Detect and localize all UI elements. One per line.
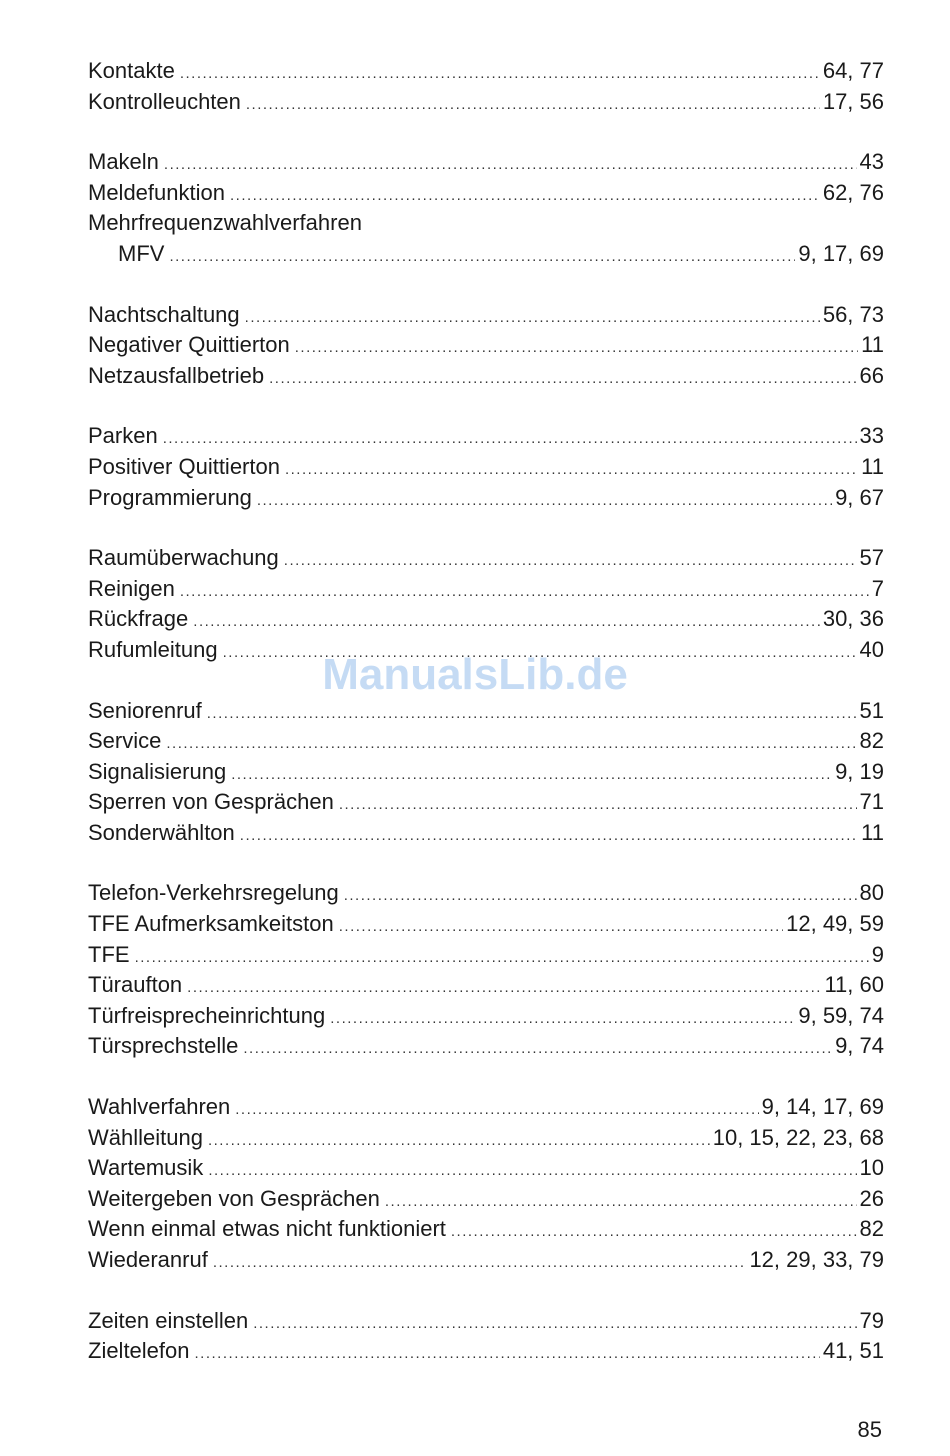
dot-leader — [339, 912, 783, 943]
index-pages: 62, 76 — [822, 179, 884, 205]
index-term: Service — [88, 728, 162, 754]
index-entry — [88, 1306, 884, 1337]
index-term: Wartemusik — [88, 1155, 204, 1181]
dot-leader — [164, 150, 857, 181]
index-term: Reinigen — [88, 575, 175, 601]
index-term: Makeln — [88, 149, 159, 175]
index-pages: 9, 74 — [835, 1033, 884, 1059]
dot-leader — [207, 699, 857, 730]
index-entry — [88, 147, 884, 178]
index-entry — [88, 483, 884, 514]
dot-leader — [257, 486, 832, 517]
index-pages: 66 — [859, 362, 884, 388]
index-entry — [88, 208, 884, 239]
dot-leader — [253, 1309, 856, 1340]
index-term: Signalisierung — [88, 758, 227, 784]
dot-leader — [230, 181, 820, 212]
dot-leader — [245, 303, 820, 334]
index-pages: 82 — [859, 1216, 884, 1242]
index-pages: 79 — [859, 1307, 884, 1333]
index-entry — [88, 1245, 884, 1276]
index-term: Wiederanruf — [88, 1247, 208, 1272]
page-number: 85 — [857, 1417, 882, 1442]
index-term: Zieltelefon — [88, 1338, 190, 1364]
index-list — [88, 56, 884, 1367]
index-pages: 43 — [859, 149, 884, 175]
index-entry — [88, 300, 884, 331]
index-entry — [88, 452, 884, 483]
index-pages: 12, 49, 59 — [786, 911, 884, 937]
index-entry — [88, 1153, 884, 1184]
index-group — [88, 878, 884, 1062]
index-term: Weitergeben von Gesprächen — [88, 1185, 380, 1211]
index-entry — [88, 878, 884, 909]
index-entry — [88, 757, 884, 788]
index-entry — [88, 818, 884, 849]
index-term: Türfreisprecheinrichtung — [88, 1002, 326, 1028]
dot-leader — [223, 638, 857, 669]
index-pages: 10, 15, 22, 23, 68 — [712, 1124, 884, 1150]
index-pages: 12, 29, 33, 79 — [749, 1247, 884, 1272]
index-term: Wählleitung — [88, 1124, 203, 1150]
index-pages: 71 — [859, 789, 884, 815]
index-pages: 30, 36 — [822, 606, 884, 632]
index-term: Sperren von Gesprächen — [88, 789, 334, 815]
index-pages: 82 — [859, 728, 884, 754]
index-entry — [88, 940, 884, 971]
dot-leader — [385, 1187, 857, 1218]
index-entry — [88, 726, 884, 757]
index-pages: 17, 56 — [822, 88, 884, 114]
index-pages: 41, 51 — [822, 1338, 884, 1364]
index-term: Telefon-Verkehrsregelung — [88, 880, 339, 906]
index-entry — [88, 421, 884, 452]
index-pages: 26 — [859, 1185, 884, 1211]
index-term: Netzausfallbetrieb — [88, 362, 265, 388]
index-term: Sonderwählton — [88, 819, 235, 845]
index-group — [88, 56, 884, 117]
index-pages: 9, 14, 17, 69 — [761, 1094, 884, 1120]
dot-leader — [235, 1095, 758, 1126]
index-pages: 9, 67 — [835, 484, 884, 510]
index-term: Raumüberwachung — [88, 545, 279, 571]
index-term: Programmierung — [88, 484, 252, 510]
index-term: TFE — [88, 941, 130, 967]
dot-leader — [246, 90, 820, 121]
index-entry — [88, 1092, 884, 1123]
dot-leader — [135, 943, 869, 974]
dot-leader — [240, 821, 858, 852]
index-pages: 9 — [871, 941, 884, 967]
index-pages: 11 — [861, 453, 884, 479]
index-entry — [88, 604, 884, 635]
index-entry — [88, 1184, 884, 1215]
dot-leader — [180, 577, 869, 608]
index-entry — [88, 178, 884, 209]
index-entry — [88, 56, 884, 87]
index-pages: 11 — [861, 332, 884, 358]
index-group — [88, 696, 884, 849]
index-entry — [88, 696, 884, 727]
index-term: Nachtschaltung — [88, 301, 240, 327]
dot-leader — [208, 1126, 710, 1157]
index-pages: 11 — [861, 819, 884, 845]
dot-leader — [451, 1217, 857, 1248]
index-group — [88, 421, 884, 513]
dot-leader — [231, 760, 832, 791]
index-term: Kontakte — [88, 58, 175, 83]
index-entry — [88, 1336, 884, 1367]
index-term: Seniorenruf — [88, 697, 202, 723]
index-term: Kontrolleuchten — [88, 88, 241, 114]
dot-leader — [295, 333, 858, 364]
index-group — [88, 543, 884, 665]
index-pages: 51 — [859, 697, 884, 723]
dot-leader — [344, 881, 857, 912]
index-entry — [88, 574, 884, 605]
index-term: Türsprechstelle — [88, 1033, 239, 1059]
index-entry — [88, 1123, 884, 1154]
dot-leader — [163, 424, 857, 455]
index-pages: 40 — [859, 636, 884, 662]
dot-leader — [187, 973, 821, 1004]
dot-leader — [195, 1339, 820, 1370]
index-entry — [88, 543, 884, 574]
index-term: Wahlverfahren — [88, 1094, 231, 1120]
index-term: Negativer Quittierton — [88, 332, 290, 358]
index-term: Mehrfrequenzwahlverfahren — [88, 210, 362, 236]
index-term: Rückfrage — [88, 606, 189, 632]
index-entry — [88, 1214, 884, 1245]
index-pages: 33 — [859, 423, 884, 449]
index-group — [88, 1306, 884, 1367]
index-pages: 9, 17, 69 — [798, 240, 884, 266]
dot-leader — [243, 1034, 832, 1065]
index-entry — [88, 87, 884, 118]
index-term: Meldefunktion — [88, 179, 225, 205]
index-term: Türaufton — [88, 972, 183, 998]
dot-leader — [285, 455, 858, 486]
index-pages: 80 — [859, 880, 884, 906]
index-term: Rufumleitung — [88, 636, 218, 662]
index-group — [88, 300, 884, 392]
index-entry — [88, 1031, 884, 1062]
dot-leader — [169, 242, 795, 273]
dot-leader — [193, 607, 820, 638]
watermark: ManualsLib.de — [322, 650, 628, 699]
dot-leader — [339, 790, 857, 821]
index-entry — [88, 1001, 884, 1032]
index-group — [88, 147, 884, 269]
index-term: Positiver Quittierton — [88, 453, 280, 479]
index-entry — [88, 361, 884, 392]
index-pages: 56, 73 — [822, 301, 884, 327]
index-entry — [88, 787, 884, 818]
dot-leader — [166, 729, 856, 760]
index-pages: 64, 77 — [822, 58, 884, 83]
index-pages: 9, 19 — [835, 758, 884, 784]
index-term: TFE Aufmerksamkeitston — [88, 911, 334, 937]
index-term: MFV — [118, 240, 165, 266]
index-term: Parken — [88, 423, 158, 449]
dot-leader — [330, 1004, 795, 1035]
dot-leader — [269, 364, 856, 395]
index-entry — [88, 909, 884, 940]
dot-leader — [213, 1248, 747, 1279]
index-entry — [88, 330, 884, 361]
index-entry — [88, 239, 884, 270]
index-pages: 11, 60 — [824, 972, 884, 998]
index-pages: 10 — [859, 1155, 884, 1181]
index-entry — [88, 970, 884, 1001]
index-term: Zeiten einstellen — [88, 1307, 249, 1333]
index-pages: 57 — [859, 545, 884, 571]
index-term: Wenn einmal etwas nicht funktioniert — [88, 1216, 446, 1242]
index-pages: 7 — [871, 575, 884, 601]
dot-leader — [284, 546, 857, 577]
dot-leader — [208, 1156, 856, 1187]
index-entry — [88, 635, 884, 666]
dot-leader — [180, 59, 820, 90]
index-group — [88, 1092, 884, 1276]
index-pages: 9, 59, 74 — [798, 1002, 884, 1028]
